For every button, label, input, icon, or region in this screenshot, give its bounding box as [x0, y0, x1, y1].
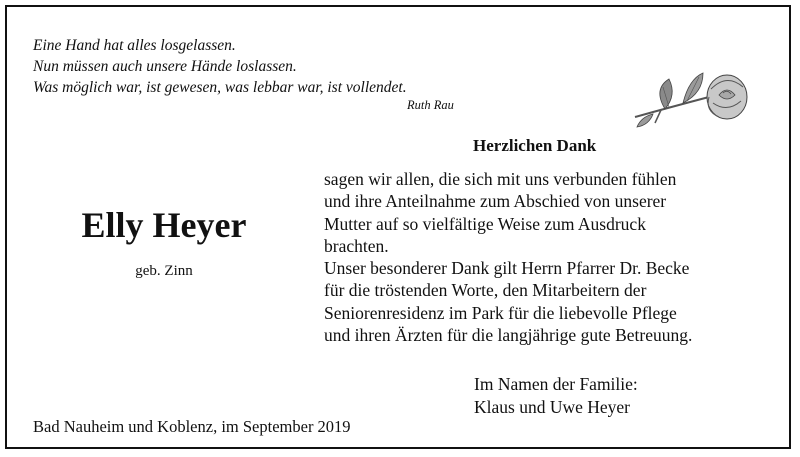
quote [33, 35, 407, 98]
signature-line: Im Namen der Familie: [474, 374, 638, 394]
quote-line: Was möglich war, ist gewesen, was lebbar war, ist vollendet. [33, 79, 407, 96]
family-signature [474, 373, 638, 418]
quote-line: Nun müssen auch unsere Hände loslassen. [33, 58, 297, 75]
quote-author: Ruth Rau [407, 98, 454, 112]
signature-line: Klaus und Uwe Heyer [474, 396, 630, 417]
place-date: Bad Nauheim und Koblenz, im September 2019 [33, 417, 351, 436]
thanks-heading: Herzlichen Dank [473, 136, 597, 155]
maiden-name: geb. Zinn [135, 263, 193, 279]
deceased-name: Elly Heyer [81, 205, 247, 245]
text-line: Seniorenresidenz im Park für die liebevolle Pflege [324, 302, 677, 323]
rose-icon [631, 67, 751, 129]
text-line: und ihren Ärzten für die langjährige gute Betreuung. [324, 325, 693, 346]
text-line: Unser besonderer Dank gilt Herrn Pfarrer Dr. Becke [324, 258, 690, 279]
thanks-text [324, 168, 786, 346]
text-line: sagen wir allen, die sich mit uns verbunden fühlen [324, 169, 677, 189]
text-line: Mutter auf so vielfältige Weise zum Ausdruck [324, 213, 646, 234]
text-line: und ihre Anteilnahme zum Abschied von unserer [324, 191, 667, 212]
text-line: brachten. [324, 235, 389, 256]
obituary-card [5, 5, 791, 449]
quote-line: Eine Hand hat alles losgelassen. [33, 37, 236, 54]
text-line: für die tröstenden Worte, den Mitarbeitern der [324, 280, 647, 301]
